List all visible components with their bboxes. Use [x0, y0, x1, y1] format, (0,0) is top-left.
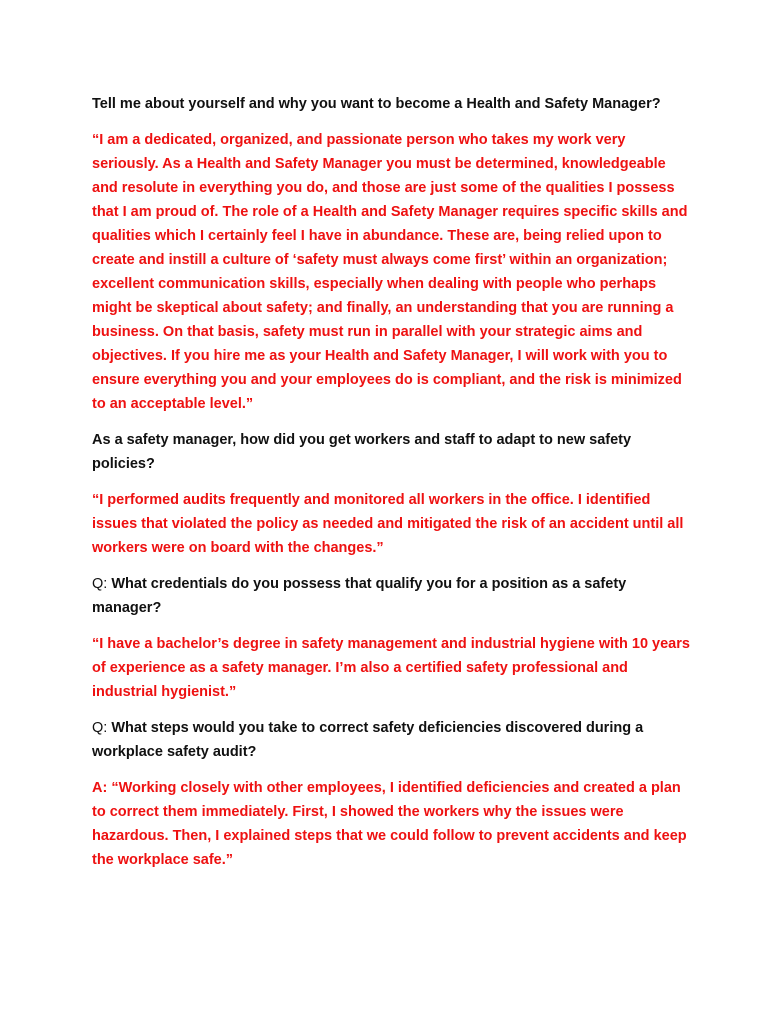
question-text: What steps would you take to correct safety deficiencies discovered during a workplace safety audit?	[92, 720, 644, 760]
answer-text: “I have a bachelor’s degree in safety management and industrial hygiene with 10 years of experience as a safety manager. I’m also a certified safety professional and industrial hygienist.”	[92, 636, 690, 700]
question-paragraph	[92, 92, 692, 116]
question-paragraph	[92, 716, 692, 764]
answer-text: “Working closely with other employees, I identified deficiencies and created a plan to correct them immediately. First, I showed the workers why the issues were hazardous. Then, I explained steps that we could follow to prevent accidents and keep the workplace safe.”	[92, 780, 687, 868]
answer-paragraph	[92, 632, 692, 704]
answer-text: “I am a dedicated, organized, and passionate person who takes my work very seriously. As a Health and Safety Manager you must be determined, knowledgeable and resolute in everything you do, and those are just some of the qualities I possess that I am proud of. The role of a Health and Safety Manager requires specific skills and qualities which I certainly feel I have in abundance. These are, being relied upon to create and instill a culture of ‘safety must always come first’ within an organization; excellent communication skills, especially when dealing with people who perhaps might be skeptical about safety; and finally, an understanding that you are running a business. On that basis, safety must run in parallel with your strategic aims and objectives. If you hire me as your Health and Safety Manager, I will work with you to ensure everything you and your employees do is compliant, and the risk is minimized to an acceptable level.”	[92, 132, 688, 412]
answer-prefix: A:	[92, 780, 112, 796]
question-prefix: Q:	[92, 576, 112, 592]
question-prefix: Q:	[92, 720, 112, 736]
question-paragraph	[92, 428, 692, 476]
document-page	[92, 92, 692, 884]
answer-paragraph	[92, 776, 692, 872]
answer-paragraph	[92, 128, 692, 416]
question-text: What credentials do you possess that qualify you for a position as a safety manager?	[92, 576, 627, 616]
question-paragraph	[92, 572, 692, 620]
answer-text: “I performed audits frequently and monitored all workers in the office. I identified issues that violated the policy as needed and mitigated the risk of an accident until all workers were on board with the changes.”	[92, 492, 684, 556]
question-text: As a safety manager, how did you get workers and staff to adapt to new safety policies?	[92, 432, 632, 472]
question-text: Tell me about yourself and why you want to become a Health and Safety Manager?	[92, 96, 661, 112]
answer-paragraph	[92, 488, 692, 560]
